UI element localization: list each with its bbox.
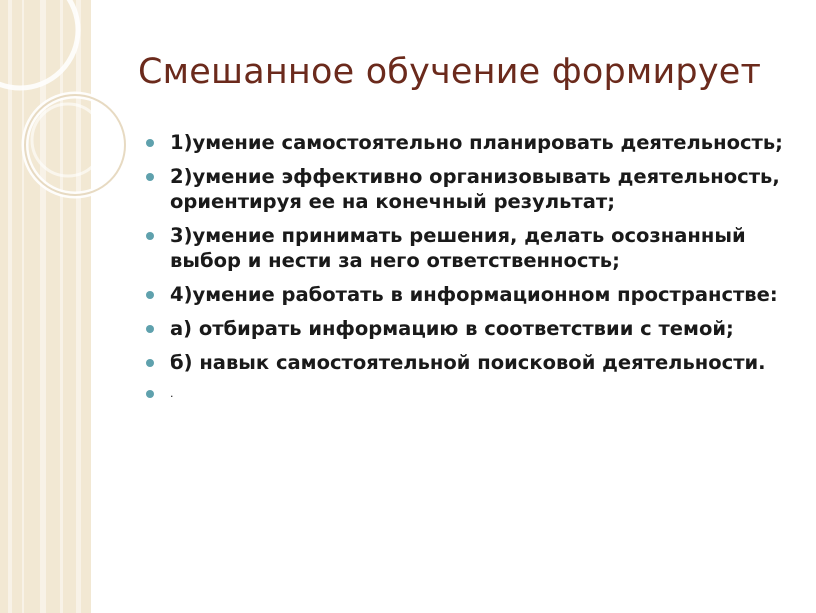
list-item <box>146 223 796 273</box>
decorative-circles <box>0 0 140 260</box>
list-item <box>146 130 796 155</box>
list-item-text: 2)умение эффективно организовывать деятельность, ориентируя ее на конечный результат; <box>170 165 780 213</box>
list-item <box>146 350 796 375</box>
list-item-text: . <box>170 387 174 400</box>
slide-title: Смешанное обучение формирует <box>138 52 762 92</box>
list-item-text: 1)умение самостоятельно планировать деятельность; <box>170 131 783 154</box>
list-item <box>146 282 796 307</box>
bullet-icon <box>146 173 154 181</box>
bullet-icon <box>146 390 154 398</box>
list-item <box>146 316 796 341</box>
bullet-icon <box>146 232 154 240</box>
bullet-icon <box>146 291 154 299</box>
bullet-icon <box>146 359 154 367</box>
list-item-text: 3)умение принимать решения, делать осознанный выбор и нести за него ответственность; <box>170 224 746 272</box>
bullet-icon <box>146 325 154 333</box>
list-item <box>146 384 796 404</box>
list-item-text: 4)умение работать в информационном пространстве: <box>170 283 778 306</box>
bullet-icon <box>146 139 154 147</box>
bullet-list <box>146 130 796 413</box>
list-item-text: а) отбирать информацию в соответствии с темой; <box>170 317 734 340</box>
list-item-text: б) навык самостоятельной поисковой деятельности. <box>170 351 766 374</box>
list-item <box>146 164 796 214</box>
